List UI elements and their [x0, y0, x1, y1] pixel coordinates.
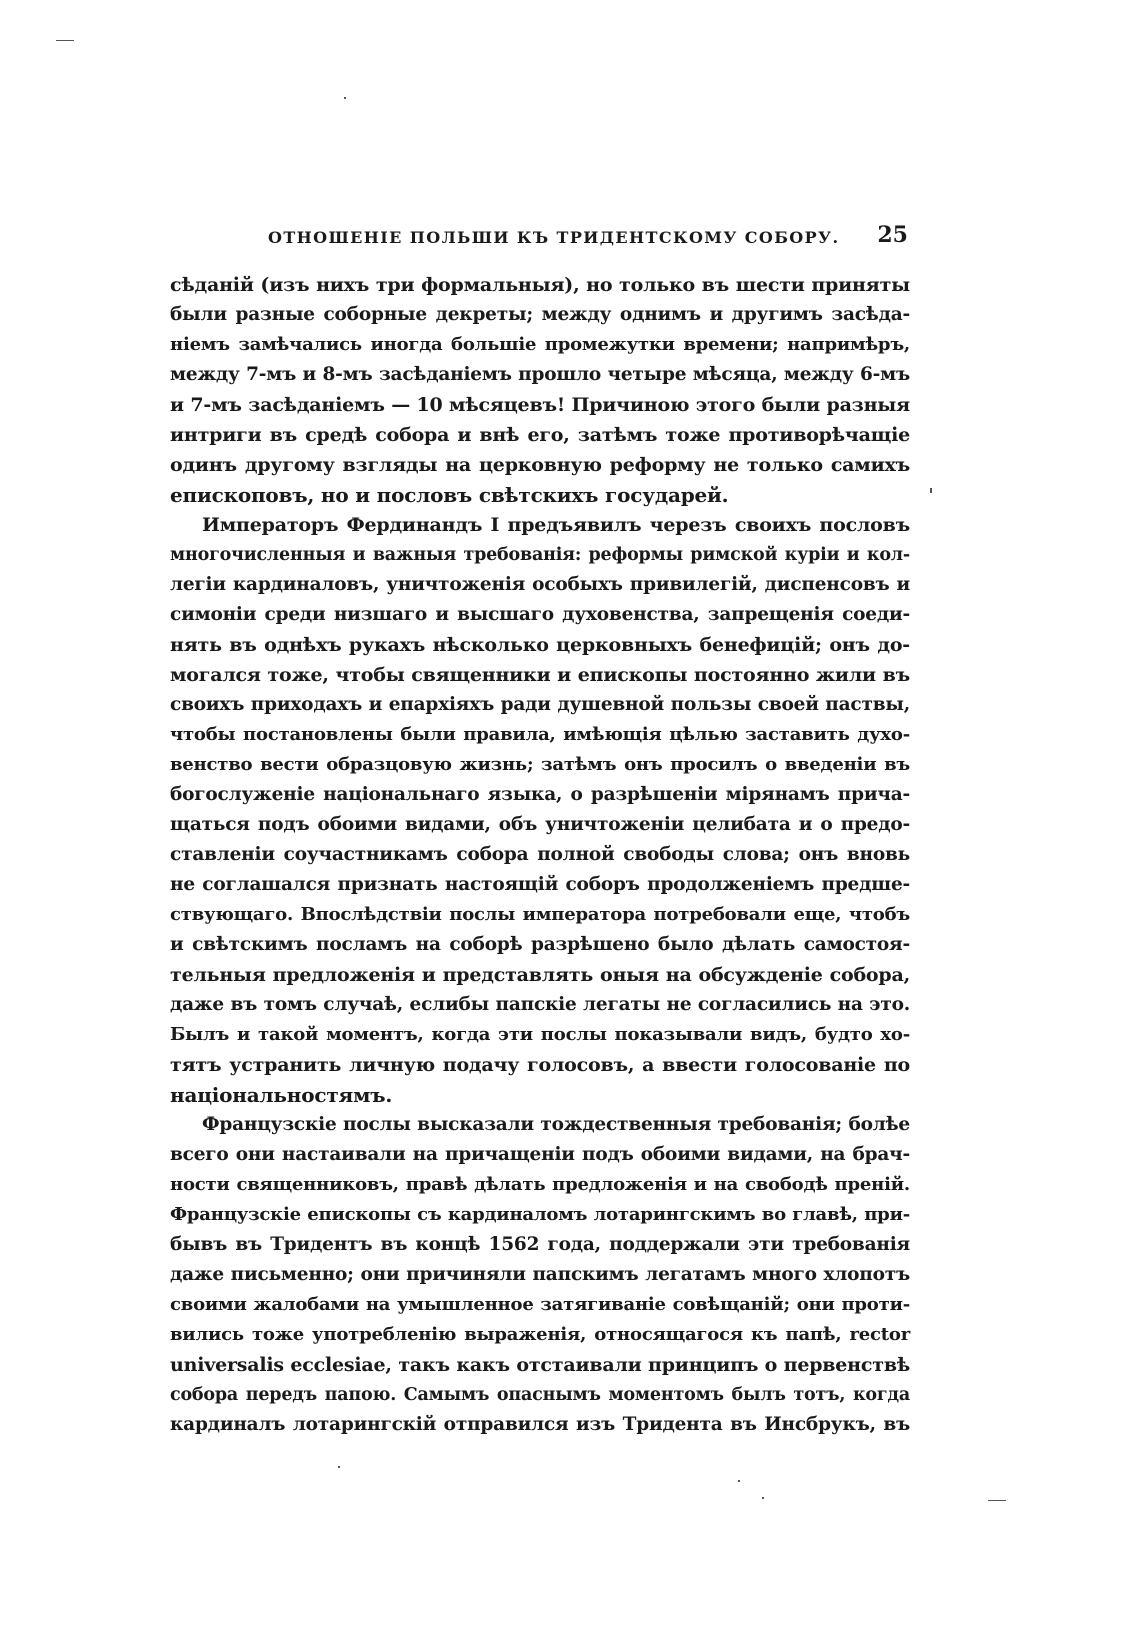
- text-line: даже письменно; они причиняли папскимъ легатамъ много хлопотъ: [170, 1264, 910, 1285]
- body-text: [170, 270, 910, 1440]
- text-line: не соглашался признать настоящій соборъ продолженіемъ предше-: [170, 874, 910, 895]
- text-line: чтобы постановлены были правила, имѣющія цѣлью заставить духо-: [170, 724, 910, 745]
- text-line: могался тоже, чтобы священники и епископы постоянно жили въ: [170, 664, 910, 686]
- print-speck: [344, 97, 346, 99]
- text-line: ніемъ замѣчались иногда большіе промежутки времени; напримѣръ,: [170, 334, 910, 355]
- running-head: ОТНОШЕНIЕ ПОЛЬШИ КЪ ТРИДЕНТСКОМУ СОБОРУ.: [268, 228, 840, 247]
- page-header: [268, 222, 908, 254]
- text-line: между 7-мъ и 8-мъ засѣданіемъ прошло четыре мѣсяца, между 6-мъ: [170, 364, 910, 385]
- page-number: 25: [877, 222, 908, 248]
- print-speck: [762, 1497, 764, 1499]
- text-line: интриги въ средѣ собора и внѣ его, затѣмъ тоже противорѣчащіе: [170, 424, 910, 446]
- text-line: богослуженіе національнаго языка, о разрѣшеніи мірянамъ прича-: [170, 784, 910, 805]
- text-line: собора передъ папою. Самымъ опаснымъ моментомъ былъ тотъ, когда: [170, 1385, 910, 1405]
- text-line: кардиналъ лотарингскій отправился изъ Тридента въ Инсбрукъ, въ: [170, 1414, 910, 1435]
- text-line: и свѣтскимъ посламъ на соборѣ разрѣшено было дѣлать самостоя-: [170, 934, 910, 955]
- print-speck: [338, 1466, 340, 1468]
- text-line: венство вести образцовую жизнь; затѣмъ онъ просилъ о введеніи въ: [170, 754, 910, 775]
- text-line: одинъ другому взгляды на церковную реформу не только самихъ: [170, 454, 910, 476]
- text-line: своими жалобами на умышленное затягиваніе совѣщаній; они проти-: [170, 1294, 910, 1315]
- text-line: и 7-мъ засѣданіемъ — 10 мѣсяцевъ! Причиною этого были разныя: [170, 394, 910, 416]
- text-line: вились тоже употребленію выраженія, относящагося къ папѣ, rector: [170, 1324, 910, 1345]
- text-line: всего они настаивали на причащеніи подъ обоими видами, на брач-: [170, 1144, 910, 1165]
- text-line: епископовъ, но и пословъ свѣтскихъ государей.: [170, 483, 729, 507]
- text-line: universalis ecclesiae, такъ какъ отстаивали принципъ о первенствѣ: [170, 1354, 910, 1376]
- print-speck: [988, 1500, 1006, 1501]
- text-line: Французскіе послы высказали тождественныя требованія; болѣе: [202, 1114, 910, 1135]
- print-speck: [56, 40, 74, 41]
- text-line: сѣданій (изъ нихъ три формальныя), но только въ шести приняты: [170, 274, 910, 296]
- text-line: щаться подъ обоими видами, объ уничтоженіи целибата и о предо-: [170, 814, 910, 835]
- text-line: нять въ однѣхъ рукахъ нѣсколько церковныхъ бенефицій; онъ до-: [170, 634, 910, 656]
- text-line: были разные соборные декреты; между однимъ и другимъ засѣда-: [170, 304, 910, 325]
- text-line: даже въ томъ случаѣ, еслибы папскіе легаты не согласились на это.: [170, 994, 910, 1015]
- text-line: своихъ приходахъ и епархіяхъ ради душевной пользы своей паствы,: [170, 694, 910, 715]
- text-line: легіи кардиналовъ, уничтоженія особыхъ привилегій, диспенсовъ и: [170, 574, 910, 595]
- text-line: многочисленныя и важныя требованія: реформы римской куріи и кол-: [170, 545, 910, 565]
- text-line: ности священниковъ, правѣ дѣлать предложенія и на свободѣ преній.: [170, 1174, 910, 1195]
- text-line: ставленіи соучастникамъ собора полной свободы слова; онъ вновь: [170, 844, 910, 865]
- text-line: Былъ и такой моментъ, когда эти послы показывали видъ, будто хо-: [170, 1024, 910, 1045]
- text-line: ствующаго. Впослѣдствіи послы императора потребовали еще, чтобъ: [170, 904, 910, 925]
- text-line: Французскіе епископы съ кардиналомъ лотарингскимъ во главѣ, при-: [170, 1204, 910, 1225]
- text-line: тельныя предложенія и представлять оныя на обсужденіе собора,: [170, 964, 910, 986]
- text-line: національностямъ.: [170, 1083, 393, 1107]
- text-line: тятъ устранить личную подачу голосовъ, а ввести голосованіе по: [170, 1054, 910, 1076]
- text-line: бывъ въ Тридентъ въ концѣ 1562 года, поддержали эти требованія: [170, 1234, 910, 1255]
- text-line: Императоръ Фердинандъ I предъявилъ черезъ своихъ пословъ: [202, 514, 910, 536]
- print-speck: [738, 1480, 740, 1482]
- text-line: симоніи среди низшаго и высшаго духовенства, запрещенія соеди-: [170, 604, 910, 625]
- print-speck: [930, 488, 932, 493]
